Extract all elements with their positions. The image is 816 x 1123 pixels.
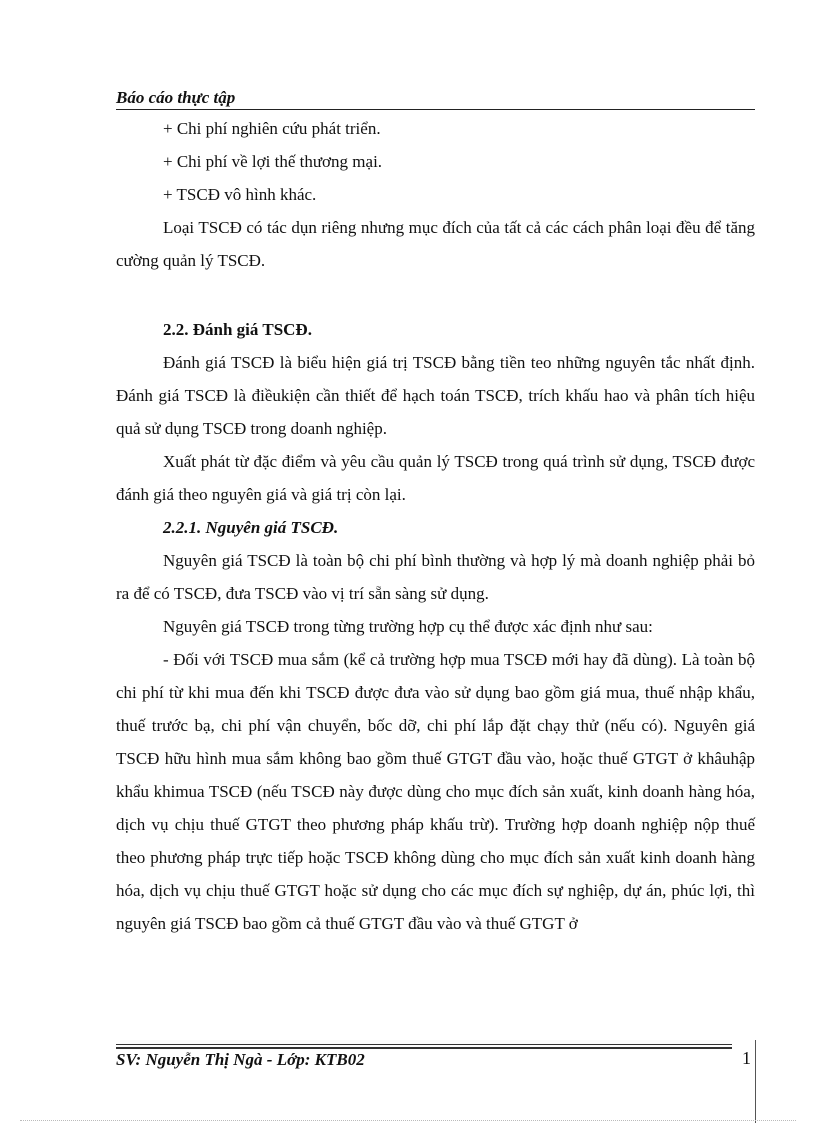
footer-divider [116,1044,732,1045]
paragraph: Xuất phát từ đặc điểm và yêu cầu quản lý TSCĐ trong quá trình sử dụng, TSCĐ được đánh giá theo nguyên giá và giá trị còn lại. [116,452,755,504]
spacer [116,277,755,313]
paragraph: - Đối với TSCĐ mua sắm (kể cả trường hợp mua TSCĐ mới hay đã dùng). Là toàn bộ chi phí từ khi mua đến khi TSCĐ được đưa vào sử dụng bao gồm giá mua, thuế nhập khẩu, thuế trước bạ, chi phí vận chuyển, bốc dỡ, chi phí lắp đặt chạy thử (nếu có). Nguyên giá TSCĐ hữu hình mua sắm không bao gồm thuế GTGT đầu vào, hoặc thuế GTGT ở khâuhập khẩu khimua TSCĐ (nếu TSCĐ này được dùng cho mục đích sản xuất, kinh doanh hàng hóa, dịch vụ chịu thuế GTGT theo phương pháp khấu trừ). Trường hợp doanh nghiệp nộp thuế theo phương pháp trực tiếp hoặc TSCĐ không dùng cho mục đích sản xuất kinh doanh hàng hóa, dịch vụ chịu thuế GTGT hoặc sử dụng cho các mục đích sự nghiệp, dự án, phúc lợi, thì nguyên giá TSCĐ bao gồm cả thuế GTGT đầu vào và thuế GTGT ở [116,650,755,933]
page-number: 1 [742,1048,751,1068]
footer-vertical-line [755,1040,756,1123]
list-item: + Chi phí nghiên cứu phát triển. [163,119,381,138]
footer-student-info: SV: Nguyễn Thị Ngà - Lớp: KTB02 [116,1050,365,1069]
page-bottom-dotted-line [20,1120,796,1121]
list-item: + TSCĐ vô hình khác. [163,185,317,204]
subsection-heading: 2.2.1. Nguyên giá TSCĐ. [163,518,339,537]
paragraph: Đánh giá TSCĐ là biểu hiện giá trị TSCĐ bằng tiền teo những nguyên tắc nhất định. Đánh giá TSCĐ là điềukiện cần thiết để hạch toán TSCĐ, trích khấu hao và phân tích hiệu quả sử dụng TSCĐ trong doanh nghiệp. [116,353,755,438]
paragraph: Loại TSCĐ có tác dụn riêng nhưng mục đích của tất cả các cách phân loại đều để tăng cường quản lý TSCĐ. [116,218,755,270]
header-divider [116,109,755,110]
paragraph: Nguyên giá TSCĐ trong từng trường hợp cụ thể được xác định như sau: [163,617,653,636]
paragraph: Nguyên giá TSCĐ là toàn bộ chi phí bình thường và hợp lý mà doanh nghiệp phải bỏ ra để có TSCĐ, đưa TSCĐ vào vị trí sẵn sàng sử dụng. [116,551,755,603]
document-body [116,112,755,940]
page-header-title: Báo cáo thực tập [116,88,236,107]
list-item: + Chi phí về lợi thế thương mại. [163,152,383,171]
section-heading: 2.2. Đánh giá TSCĐ. [163,320,312,339]
footer-divider-double [116,1047,732,1049]
